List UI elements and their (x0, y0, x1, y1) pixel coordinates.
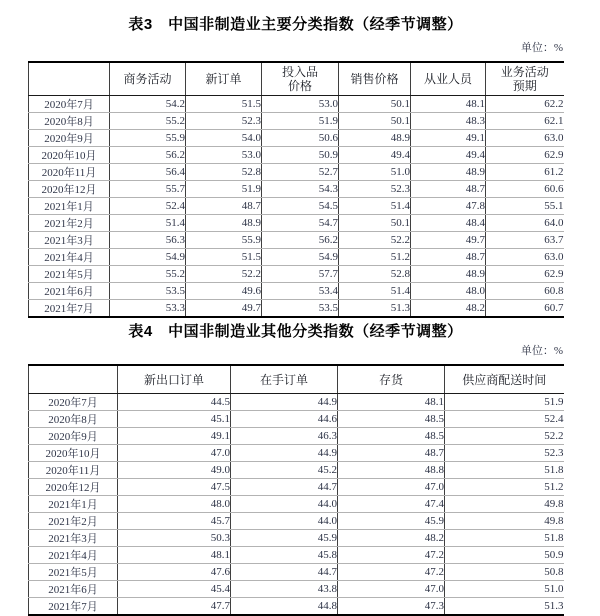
table3-header (29, 62, 564, 96)
table-row (29, 147, 564, 164)
value-cell: 52.2 (445, 428, 564, 445)
value-cell: 54.3 (262, 181, 339, 198)
value-cell: 47.8 (411, 198, 486, 215)
column-header-label: 新出口订单 (143, 372, 204, 387)
value-cell: 54.0 (186, 130, 262, 147)
value-cell: 62.9 (486, 266, 564, 283)
value-cell: 51.9 (445, 394, 564, 411)
value-cell: 52.3 (445, 445, 564, 462)
value-cell: 48.9 (411, 266, 486, 283)
value-cell: 49.1 (411, 130, 486, 147)
value-cell: 45.9 (338, 513, 445, 530)
value-cell: 48.4 (411, 215, 486, 232)
value-cell: 49.7 (186, 300, 262, 318)
table-row (29, 445, 564, 462)
value-cell: 48.0 (411, 283, 486, 300)
value-cell: 51.9 (262, 113, 339, 130)
value-cell: 54.2 (110, 96, 186, 113)
row-label: 2021年5月 (29, 564, 118, 581)
row-label: 2020年8月 (29, 411, 118, 428)
table3-title: 表3 中国非制造业主要分类指数（经季节调整） (128, 16, 463, 33)
value-cell: 48.9 (186, 215, 262, 232)
value-cell: 62.9 (486, 147, 564, 164)
value-cell: 49.0 (118, 462, 231, 479)
value-cell: 62.2 (486, 96, 564, 113)
value-cell: 47.0 (338, 479, 445, 496)
value-cell: 53.5 (262, 300, 339, 318)
value-cell: 51.2 (339, 249, 411, 266)
table-row (29, 215, 564, 232)
table-row (29, 130, 564, 147)
value-cell: 50.3 (118, 530, 231, 547)
value-cell: 48.9 (339, 130, 411, 147)
value-cell: 52.8 (339, 266, 411, 283)
value-cell: 44.0 (231, 513, 338, 530)
table-row (29, 283, 564, 300)
table3-body (29, 96, 564, 318)
value-cell: 49.8 (445, 496, 564, 513)
value-cell: 55.9 (110, 130, 186, 147)
table-row (29, 249, 564, 266)
row-label: 2020年7月 (29, 394, 118, 411)
column-header-label: 新订单 (205, 72, 242, 86)
value-cell: 63.0 (486, 249, 564, 266)
value-cell: 51.5 (186, 249, 262, 266)
value-cell: 48.8 (338, 462, 445, 479)
value-cell: 56.2 (262, 232, 339, 249)
table-row (29, 547, 564, 564)
value-cell: 51.0 (339, 164, 411, 181)
value-cell: 57.7 (262, 266, 339, 283)
table4-header-supplier-delivery-time (445, 365, 564, 394)
value-cell: 48.2 (411, 300, 486, 318)
table4-header-row (29, 365, 564, 394)
table-row (29, 266, 564, 283)
value-cell: 52.4 (110, 198, 186, 215)
row-label: 2020年7月 (29, 96, 110, 113)
row-label: 2021年3月 (29, 530, 118, 547)
value-cell: 54.9 (262, 249, 339, 266)
value-cell: 47.3 (338, 598, 445, 616)
table-row (29, 462, 564, 479)
row-label: 2021年1月 (29, 198, 110, 215)
value-cell: 48.3 (411, 113, 486, 130)
value-cell: 55.9 (186, 232, 262, 249)
value-cell: 53.3 (110, 300, 186, 318)
column-header-label: 投入品 (281, 65, 318, 79)
table-row (29, 581, 564, 598)
value-cell: 48.1 (338, 394, 445, 411)
column-header-label: 业务活动 (500, 65, 549, 79)
table3 (28, 61, 564, 318)
value-cell: 48.7 (411, 181, 486, 198)
row-label: 2021年4月 (29, 249, 110, 266)
table3-header-business-activity (110, 62, 186, 96)
value-cell: 51.8 (445, 530, 564, 547)
value-cell: 60.8 (486, 283, 564, 300)
column-header-label: 在手订单 (259, 372, 308, 387)
column-header-label: 预期 (512, 79, 537, 93)
value-cell: 60.7 (486, 300, 564, 318)
value-cell: 51.4 (110, 215, 186, 232)
column-header-label: 销售价格 (350, 72, 399, 86)
table4-corner-cell (29, 365, 118, 394)
table3-header-row (29, 62, 564, 96)
row-label: 2020年11月 (29, 164, 110, 181)
table4-unit-label: 单位：% (520, 345, 563, 357)
value-cell: 45.4 (118, 581, 231, 598)
value-cell: 49.4 (339, 147, 411, 164)
value-cell: 44.9 (231, 445, 338, 462)
value-cell: 44.5 (118, 394, 231, 411)
table4-title: 表4 中国非制造业其他分类指数（经季节调整） (128, 323, 463, 340)
row-label: 2021年6月 (29, 283, 110, 300)
value-cell: 53.5 (110, 283, 186, 300)
table4-header-inventory (338, 365, 445, 394)
value-cell: 54.5 (262, 198, 339, 215)
table-row (29, 598, 564, 616)
row-label: 2021年7月 (29, 300, 110, 318)
column-header-label: 商务活动 (123, 72, 172, 86)
value-cell: 50.1 (339, 96, 411, 113)
value-cell: 49.7 (411, 232, 486, 249)
table3-header-selling-prices (339, 62, 411, 96)
value-cell: 48.1 (118, 547, 231, 564)
value-cell: 52.7 (262, 164, 339, 181)
table3-header-new-orders (186, 62, 262, 96)
value-cell: 50.9 (262, 147, 339, 164)
value-cell: 45.2 (231, 462, 338, 479)
value-cell: 46.3 (231, 428, 338, 445)
table-row (29, 164, 564, 181)
value-cell: 52.3 (339, 181, 411, 198)
table4-body (29, 394, 564, 616)
table3-header-business-expectation (486, 62, 564, 96)
column-header-label: 存货 (378, 372, 403, 387)
value-cell: 52.8 (186, 164, 262, 181)
value-cell: 49.6 (186, 283, 262, 300)
value-cell: 49.1 (118, 428, 231, 445)
value-cell: 44.9 (231, 394, 338, 411)
row-label: 2021年6月 (29, 581, 118, 598)
table-row (29, 181, 564, 198)
table-row (29, 513, 564, 530)
value-cell: 47.5 (118, 479, 231, 496)
value-cell: 52.3 (186, 113, 262, 130)
row-label: 2020年10月 (29, 147, 110, 164)
row-label: 2021年5月 (29, 266, 110, 283)
value-cell: 51.3 (445, 598, 564, 616)
row-label: 2020年10月 (29, 445, 118, 462)
row-label: 2021年1月 (29, 496, 118, 513)
column-header-label: 价格 (287, 79, 312, 93)
value-cell: 51.2 (445, 479, 564, 496)
value-cell: 53.0 (186, 147, 262, 164)
value-cell: 54.9 (110, 249, 186, 266)
value-cell: 55.7 (110, 181, 186, 198)
table-row (29, 564, 564, 581)
row-label: 2020年12月 (29, 479, 118, 496)
value-cell: 45.7 (118, 513, 231, 530)
value-cell: 53.0 (262, 96, 339, 113)
value-cell: 51.4 (339, 198, 411, 215)
value-cell: 51.8 (445, 462, 564, 479)
value-cell: 48.5 (338, 411, 445, 428)
value-cell: 56.3 (110, 232, 186, 249)
value-cell: 60.6 (486, 181, 564, 198)
table4-header-new-export-orders (118, 365, 231, 394)
value-cell: 48.2 (338, 530, 445, 547)
table-row (29, 96, 564, 113)
table3-unit-label: 单位：% (520, 42, 563, 54)
value-cell: 45.9 (231, 530, 338, 547)
value-cell: 45.8 (231, 547, 338, 564)
table-row (29, 479, 564, 496)
value-cell: 48.5 (338, 428, 445, 445)
value-cell: 47.0 (338, 581, 445, 598)
value-cell: 44.7 (231, 479, 338, 496)
table-row (29, 198, 564, 215)
row-label: 2021年4月 (29, 547, 118, 564)
row-label: 2021年7月 (29, 598, 118, 616)
value-cell: 48.7 (411, 249, 486, 266)
row-label: 2020年9月 (29, 130, 110, 147)
value-cell: 62.1 (486, 113, 564, 130)
table3-header-input-prices (262, 62, 339, 96)
value-cell: 61.2 (486, 164, 564, 181)
value-cell: 51.0 (445, 581, 564, 598)
value-cell: 51.5 (186, 96, 262, 113)
row-label: 2021年3月 (29, 232, 110, 249)
table-row (29, 411, 564, 428)
value-cell: 48.1 (411, 96, 486, 113)
row-label: 2020年9月 (29, 428, 118, 445)
value-cell: 44.8 (231, 598, 338, 616)
value-cell: 50.1 (339, 113, 411, 130)
table-row (29, 300, 564, 318)
value-cell: 45.1 (118, 411, 231, 428)
value-cell: 52.2 (186, 266, 262, 283)
row-label: 2020年12月 (29, 181, 110, 198)
value-cell: 52.2 (339, 232, 411, 249)
value-cell: 48.0 (118, 496, 231, 513)
value-cell: 43.8 (231, 581, 338, 598)
table3-corner-cell (29, 62, 110, 96)
value-cell: 55.2 (110, 113, 186, 130)
value-cell: 56.4 (110, 164, 186, 181)
table-row (29, 530, 564, 547)
table4-header (29, 365, 564, 394)
value-cell: 53.4 (262, 283, 339, 300)
table-row (29, 428, 564, 445)
value-cell: 47.0 (118, 445, 231, 462)
value-cell: 63.0 (486, 130, 564, 147)
value-cell: 51.4 (339, 283, 411, 300)
table4-header-backlog-orders (231, 365, 338, 394)
value-cell: 50.8 (445, 564, 564, 581)
value-cell: 44.0 (231, 496, 338, 513)
value-cell: 47.2 (338, 547, 445, 564)
value-cell: 48.7 (338, 445, 445, 462)
table-row (29, 232, 564, 249)
value-cell: 50.6 (262, 130, 339, 147)
table4 (28, 364, 564, 616)
value-cell: 52.4 (445, 411, 564, 428)
value-cell: 49.8 (445, 513, 564, 530)
column-header-label: 供应商配送时间 (462, 372, 547, 387)
table-row (29, 496, 564, 513)
value-cell: 50.1 (339, 215, 411, 232)
value-cell: 48.9 (411, 164, 486, 181)
value-cell: 51.9 (186, 181, 262, 198)
value-cell: 50.9 (445, 547, 564, 564)
value-cell: 54.7 (262, 215, 339, 232)
row-label: 2021年2月 (29, 513, 118, 530)
row-label: 2020年8月 (29, 113, 110, 130)
value-cell: 55.2 (110, 266, 186, 283)
value-cell: 44.6 (231, 411, 338, 428)
table-row (29, 394, 564, 411)
table-row (29, 113, 564, 130)
value-cell: 55.1 (486, 198, 564, 215)
value-cell: 49.4 (411, 147, 486, 164)
value-cell: 64.0 (486, 215, 564, 232)
table3-header-employment (411, 62, 486, 96)
row-label: 2021年2月 (29, 215, 110, 232)
column-header-label: 从业人员 (423, 72, 472, 86)
value-cell: 47.6 (118, 564, 231, 581)
row-label: 2020年11月 (29, 462, 118, 479)
value-cell: 47.2 (338, 564, 445, 581)
value-cell: 47.7 (118, 598, 231, 616)
value-cell: 51.3 (339, 300, 411, 318)
value-cell: 56.2 (110, 147, 186, 164)
value-cell: 44.7 (231, 564, 338, 581)
value-cell: 48.7 (186, 198, 262, 215)
value-cell: 47.4 (338, 496, 445, 513)
value-cell: 63.7 (486, 232, 564, 249)
